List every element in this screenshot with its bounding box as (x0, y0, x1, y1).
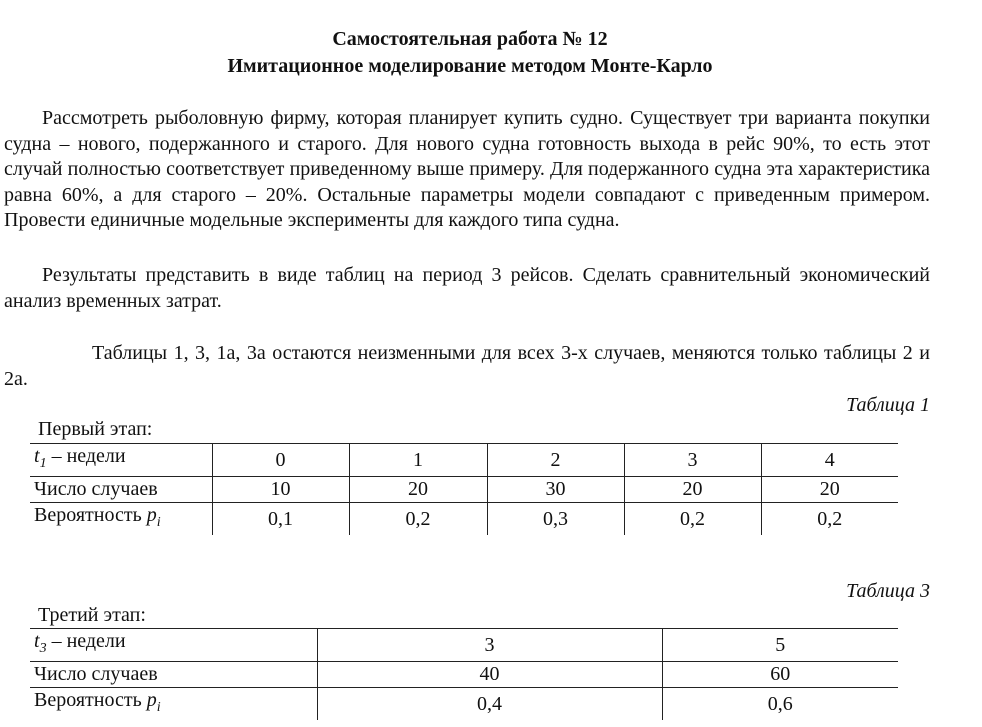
document-title: Самостоятельная работа № 12 (332, 28, 608, 50)
table-cell: 20 (349, 477, 487, 503)
tables-note-paragraph: Таблицы 1, 3, 1а, 3а остаются неизменными для всех 3-х случаев, меняются только таблицы 2 и 2а. (4, 342, 930, 390)
table-cell: 30 (487, 477, 624, 503)
table-cell: 3 (624, 444, 761, 477)
table-cell: 5 (662, 629, 898, 662)
table3-stage-label: Третий этап: (38, 604, 146, 626)
table-row (30, 688, 898, 721)
row-label-probability: Вероятность $p_i$ (34, 689, 161, 715)
table1-stage-label: Первый этап: (38, 418, 153, 440)
table-row (30, 477, 898, 503)
table-row (30, 662, 898, 688)
row-label-probability: Вероятность $p_i$ (34, 504, 161, 530)
table-cell: 60 (662, 662, 898, 688)
results-paragraph: Результаты представить в виде таблиц на период 3 рейсов. Сделать сравнительный экономический анализ временных затрат. (4, 264, 930, 312)
table-cell: 40 (317, 662, 662, 688)
row-label-cases: Число случаев (30, 477, 212, 503)
task-paragraph: Рассмотреть рыболовную фирму, которая планирует купить судно. Существует три варианта покупки судна – нового, подержанного и старого. Для нового судна готовность выхода в рейс 90%, то есть этот случай полностью соответствует приведенному выше примеру. Для подержанного судна эта характеристика равна 60%, а для старого – 20%. Остальные параметры модели совпадают с приведенным примером. Провести единичные модельные эксперименты для каждого типа судна. (4, 107, 930, 231)
table-cell: 0 (212, 444, 349, 477)
row-label-cases: Число случаев (30, 662, 317, 688)
table-cell: 20 (624, 477, 761, 503)
table-cell: 0,4 (317, 688, 662, 721)
table-cell: 0,2 (761, 503, 898, 536)
table-row (30, 629, 898, 662)
table-cell: 0,6 (662, 688, 898, 721)
table-cell: 0,3 (487, 503, 624, 536)
table-cell: 2 (487, 444, 624, 477)
table-cell: 3 (317, 629, 662, 662)
table-cell: 4 (761, 444, 898, 477)
row-label-t3: $t_3$ – недели (30, 629, 317, 662)
table-3 (30, 628, 898, 720)
table-cell: 0,2 (349, 503, 487, 536)
table-row (30, 503, 898, 536)
table-row (30, 444, 898, 477)
document-subtitle: Имитационное моделирование методом Монте-Карло (227, 55, 713, 77)
table1-caption: Таблица 1 (846, 394, 930, 416)
table-cell: 0,2 (624, 503, 761, 536)
table-cell: 1 (349, 444, 487, 477)
table-1 (30, 443, 898, 535)
table-cell: 10 (212, 477, 349, 503)
table-cell: 0,1 (212, 503, 349, 536)
table3-caption: Таблица 3 (846, 580, 930, 602)
row-label-t1: $t_1$ – недели (30, 444, 212, 477)
table-cell: 20 (761, 477, 898, 503)
